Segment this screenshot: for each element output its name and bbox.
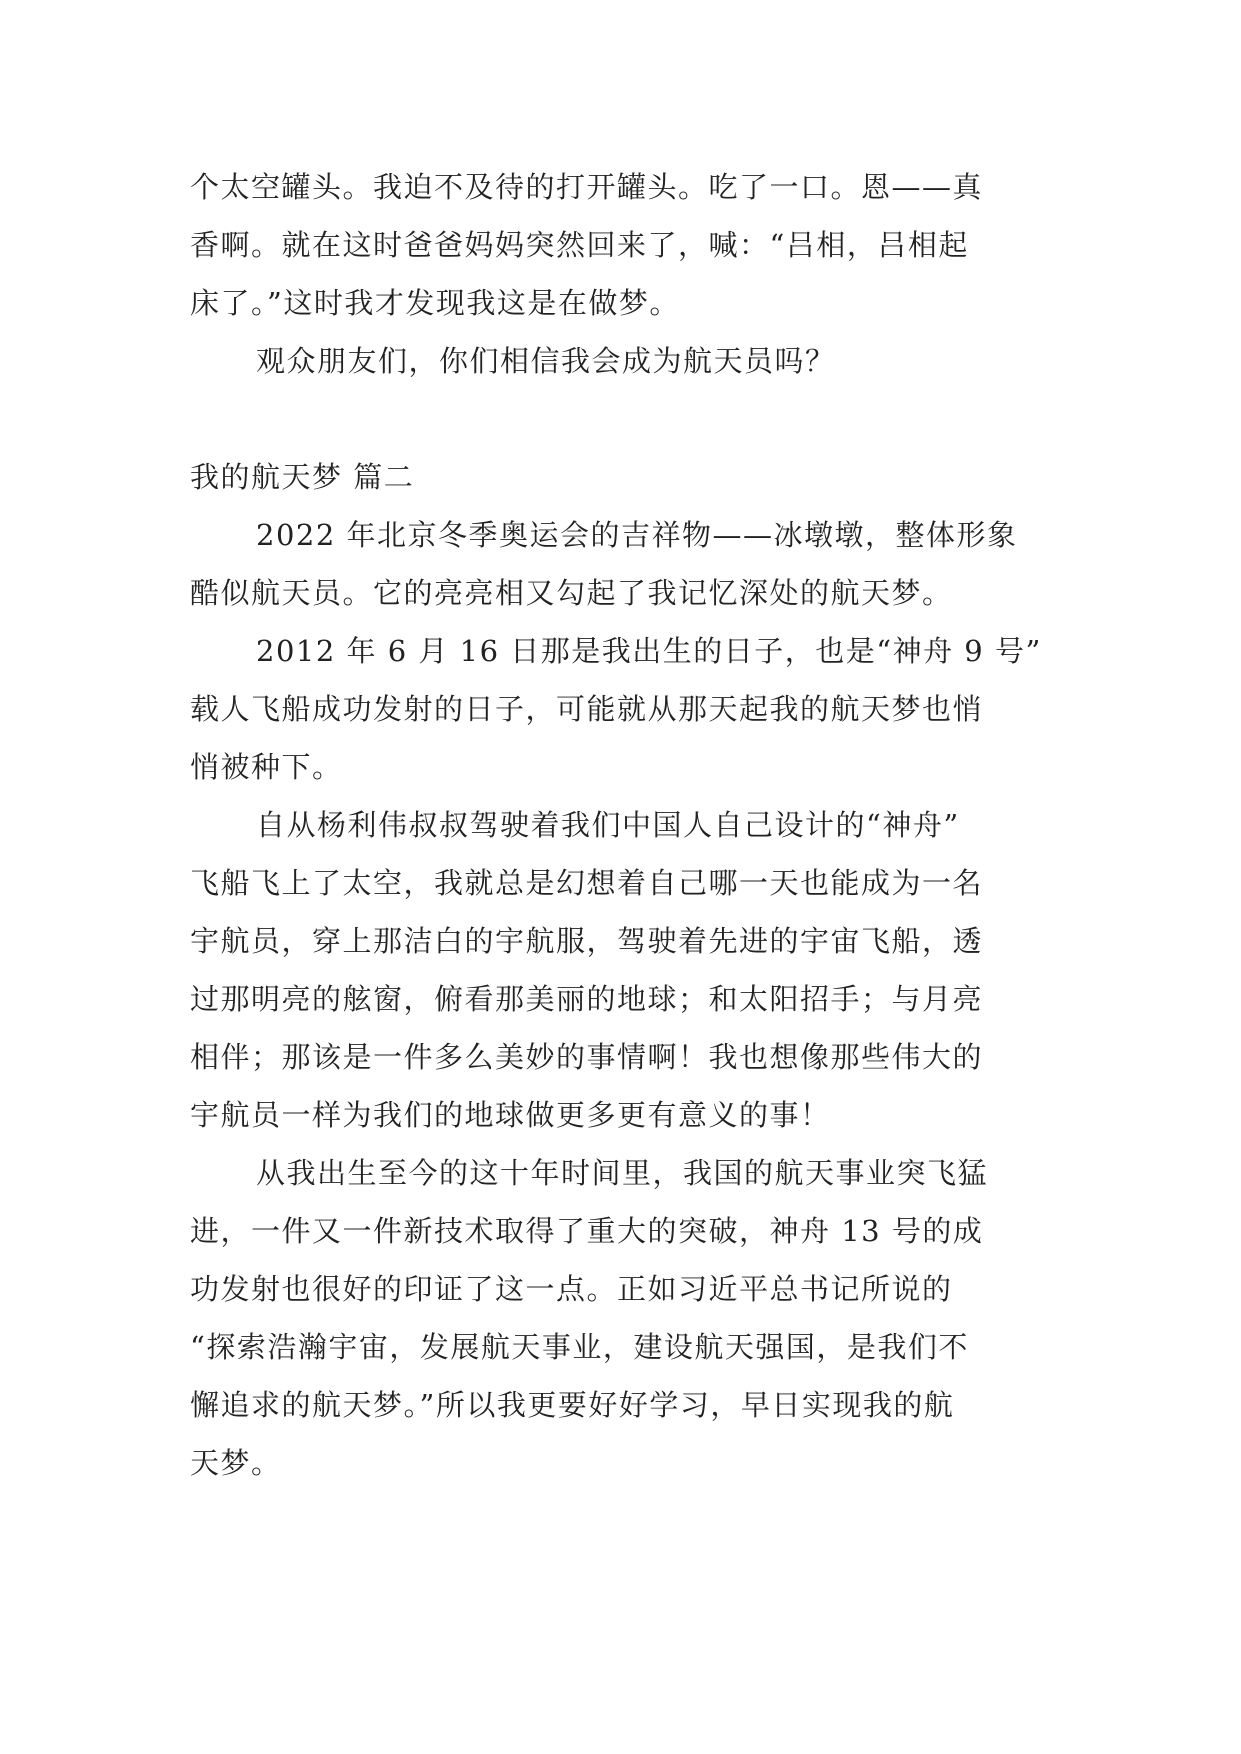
paragraph-3 [190,796,1050,1144]
text-line: 香啊。就在这时爸爸妈妈突然回来了，喊：“吕相，吕相起 [190,228,969,262]
text-line: 2022 年北京冬季奥运会的吉祥物——冰墩墩，整体形象 [256,518,1018,552]
section-heading: 我的航天梦 篇二 [190,460,415,494]
section-1 [190,158,1050,390]
text-line: 2012 年 6 月 16 日那是我出生的日子，也是“神舟 9 号” [256,634,1042,668]
closing-question: 观众朋友们，你们相信我会成为航天员吗？ [256,344,836,378]
paragraph-4 [190,1144,1050,1492]
document-body [190,158,1050,1492]
text-line: 相伴；那该是一件多么美妙的事情啊！我也想像那些伟大的 [190,1040,984,1074]
paragraph-1 [190,506,1050,622]
text-line: 床了。”这时我才发现我这是在做梦。 [190,286,680,320]
text-line: 天梦。 [190,1446,282,1480]
text-line: 个太空罐头。我迫不及待的打开罐头。吃了一口。恩——真 [190,170,984,204]
text-line: 悄被种下。 [190,750,343,784]
paragraph-2 [190,622,1050,796]
text-line: 过那明亮的舷窗，俯看那美丽的地球；和太阳招手；与月亮 [190,982,984,1016]
text-line: 自从杨利伟叔叔驾驶着我们中国人自己设计的“神舟” [256,808,960,842]
section-2 [190,448,1050,1492]
text-line: 载人飞船成功发射的日子，可能就从那天起我的航天梦也悄 [190,692,984,726]
text-line: 酷似航天员。它的亮亮相又勾起了我记忆深处的航天梦。 [190,576,953,610]
text-line: 宇航员一样为我们的地球做更多更有意义的事！ [190,1098,831,1132]
text-line: 从我出生至今的这十年时间里，我国的航天事业突飞猛 [256,1156,989,1190]
text-line: 进，一件又一件新技术取得了重大的突破，神舟 13 号的成 [190,1214,984,1248]
text-line: 宇航员，穿上那洁白的宇航服，驾驶着先进的宇宙飞船，透 [190,924,984,958]
text-line: 懈追求的航天梦。”所以我更要好好学习，早日实现我的航 [190,1388,955,1422]
text-line: 飞船飞上了太空，我就总是幻想着自己哪一天也能成为一名 [190,866,984,900]
text-line: 功发射也很好的印证了这一点。正如习近平总书记所说的 [190,1272,953,1306]
section-gap [190,390,1050,448]
text-line: “探索浩瀚宇宙，发展航天事业，建设航天强国，是我们不 [190,1330,969,1364]
